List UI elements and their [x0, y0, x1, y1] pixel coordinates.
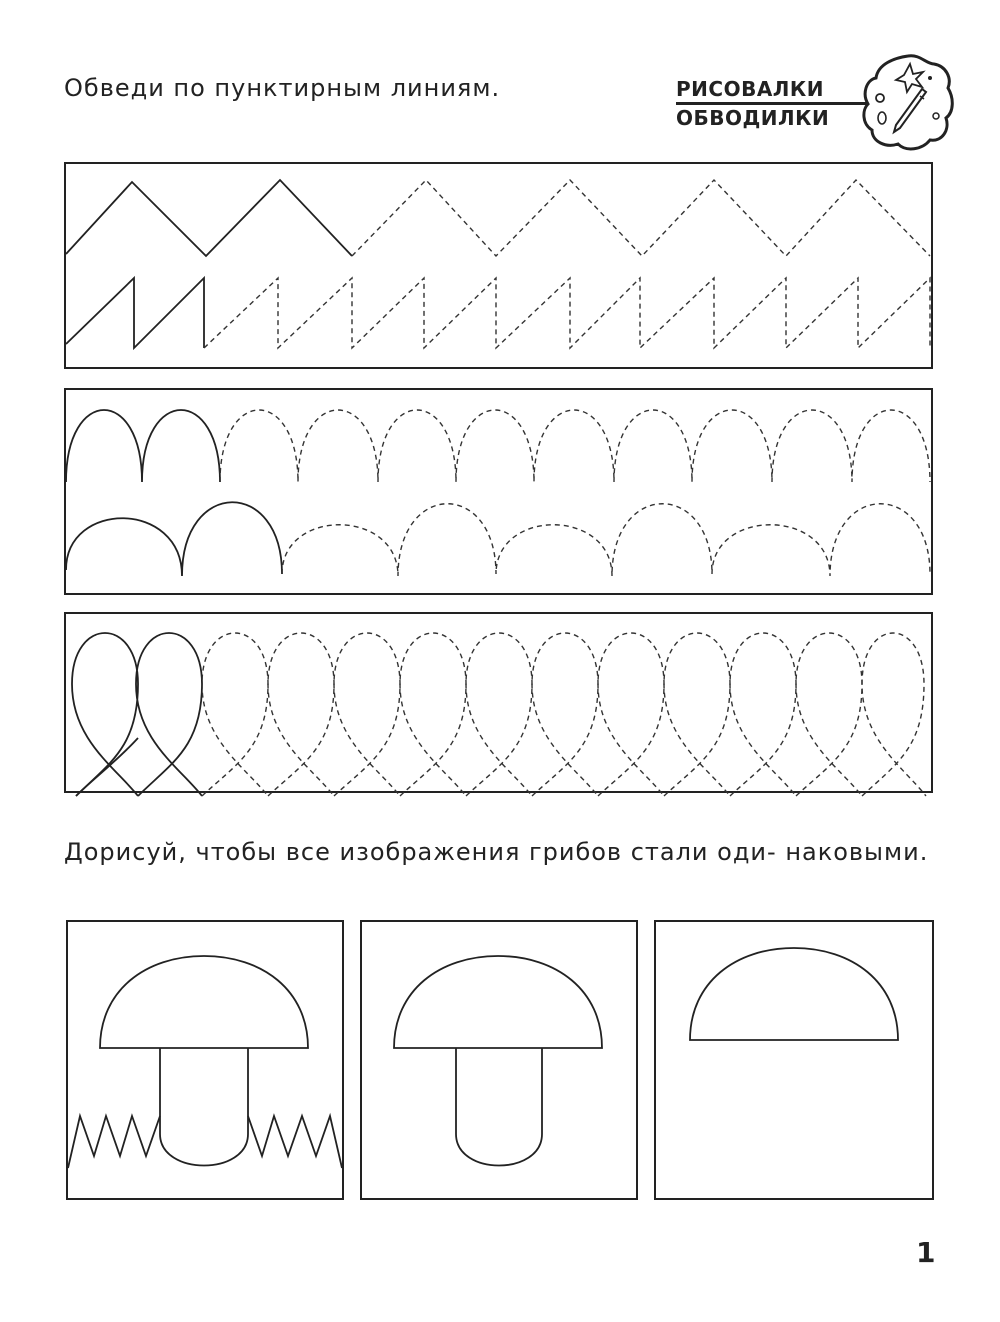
- arch-trace-tall: [220, 410, 930, 482]
- loop-sample: [72, 633, 202, 796]
- mushroom-cap: [394, 956, 602, 1048]
- page-number: 1: [916, 1236, 936, 1269]
- loop-sample-tail: [76, 738, 138, 796]
- sawtooth-sample: [66, 278, 204, 348]
- arch-trace-wide: [282, 504, 930, 576]
- zigzag-trace-frame: [64, 162, 934, 370]
- grass-left: [68, 1116, 160, 1168]
- mushroom-cap: [690, 948, 898, 1040]
- mushroom-cap: [100, 956, 308, 1048]
- brand-line-2: ОБВОДИЛКИ: [676, 106, 830, 130]
- grass-right: [248, 1116, 342, 1168]
- mushroom-frame-cap-only: [654, 920, 934, 1200]
- zigzag-sample: [66, 180, 352, 256]
- arch-trace-frame: [64, 388, 934, 596]
- arch-sample-wide: [66, 502, 282, 576]
- mushroom-frame-partial: [360, 920, 638, 1200]
- instruction-draw: Дорисуй, чтобы все изображения грибов стали оди- наковыми.: [64, 838, 929, 866]
- sawtooth-trace: [204, 278, 930, 348]
- zigzag-trace: [352, 180, 930, 256]
- mushroom-stem: [160, 1048, 248, 1166]
- mushroom-stem: [456, 1048, 542, 1166]
- brand-title: [676, 76, 856, 131]
- mushroom-frame-complete: [66, 920, 344, 1200]
- loop-trace-frame: [64, 612, 934, 794]
- arch-sample-tall: [66, 410, 220, 482]
- brand-line-1: РИСОВАЛКИ: [676, 77, 824, 101]
- instruction-trace: Обведи по пунктирным линиям.: [64, 74, 501, 102]
- loop-trace: [202, 633, 926, 796]
- star-pencil-blob-icon: [860, 52, 956, 154]
